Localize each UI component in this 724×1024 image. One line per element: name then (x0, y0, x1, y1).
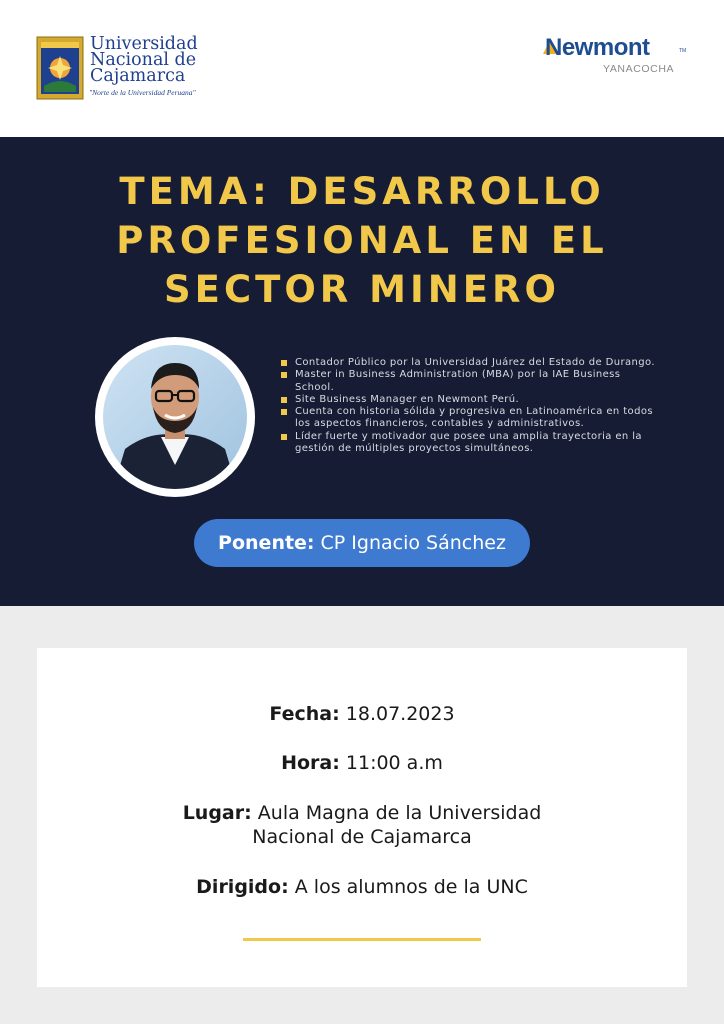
university-shield-icon (36, 36, 84, 100)
newmont-subtitle: YANACOCHA (603, 63, 675, 75)
event-banner (0, 137, 724, 606)
place-value-line2: Nacional de Cajamarca (252, 826, 472, 848)
speaker-bio-list (280, 357, 660, 455)
speaker-name: CP Ignacio Sánchez (320, 532, 506, 554)
newmont-name: Newmont (545, 34, 650, 61)
place-line (37, 801, 687, 849)
bio-point: Contador Público por la Universidad Juárez del Estado de Durango. (295, 357, 655, 368)
speaker-portrait-icon (103, 345, 247, 489)
bullet-square-icon (281, 372, 287, 378)
university-name-line2: Nacional de (90, 50, 197, 70)
audience-label: Dirigido: (196, 876, 289, 898)
header-bar (0, 0, 724, 137)
time-value: 11:00 a.m (345, 752, 443, 774)
place-label: Lugar: (182, 802, 252, 824)
divider (243, 938, 481, 941)
date-value: 18.07.2023 (345, 703, 455, 725)
list-item (280, 394, 660, 406)
bullet-square-icon (281, 409, 287, 415)
speaker-label: Ponente: (218, 532, 315, 554)
bullet-square-icon (281, 397, 287, 403)
university-name (90, 36, 220, 84)
university-logo (36, 36, 216, 102)
list-item (280, 357, 660, 369)
date-line (37, 702, 687, 726)
list-item (280, 369, 660, 394)
bullet-square-icon (281, 434, 287, 440)
place-value-line1: Aula Magna de la Universidad (257, 802, 542, 824)
time-label: Hora: (281, 752, 340, 774)
event-details-card (37, 648, 687, 987)
date-label: Fecha: (269, 703, 340, 725)
speaker-photo (103, 345, 247, 489)
bio-point: Líder fuerte y motivador que posee una amplia trayectoria en la gestión de múltiples proyectos simultáneos. (295, 430, 642, 455)
speaker-photo-frame (95, 337, 255, 497)
audience-value: A los alumnos de la UNC (294, 876, 528, 898)
bio-point: Cuenta con historia sólida y progresiva en Latinoamérica en todos los aspectos financieros, contables y administrativos. (295, 406, 653, 430)
university-tagline: "Norte de la Universidad Peruana" (89, 88, 196, 97)
newmont-trademark: TM (679, 48, 687, 54)
speaker-badge (194, 519, 530, 567)
list-item (280, 406, 660, 431)
university-name-line1: Universidad (90, 34, 198, 54)
bio-point: Master in Business Administration (MBA) por la IAE Business School. (295, 369, 621, 393)
university-name-line3: Cajamarca (90, 66, 186, 86)
newmont-logo (543, 34, 693, 78)
audience-line (37, 875, 687, 899)
time-line (37, 751, 687, 775)
bio-point: Site Business Manager en Newmont Perú. (295, 393, 520, 405)
bullet-square-icon (281, 360, 287, 366)
event-title: TEMA: DESARROLLO PROFESIONAL EN EL SECTOR MINERO (116, 170, 608, 311)
list-item (280, 431, 660, 456)
